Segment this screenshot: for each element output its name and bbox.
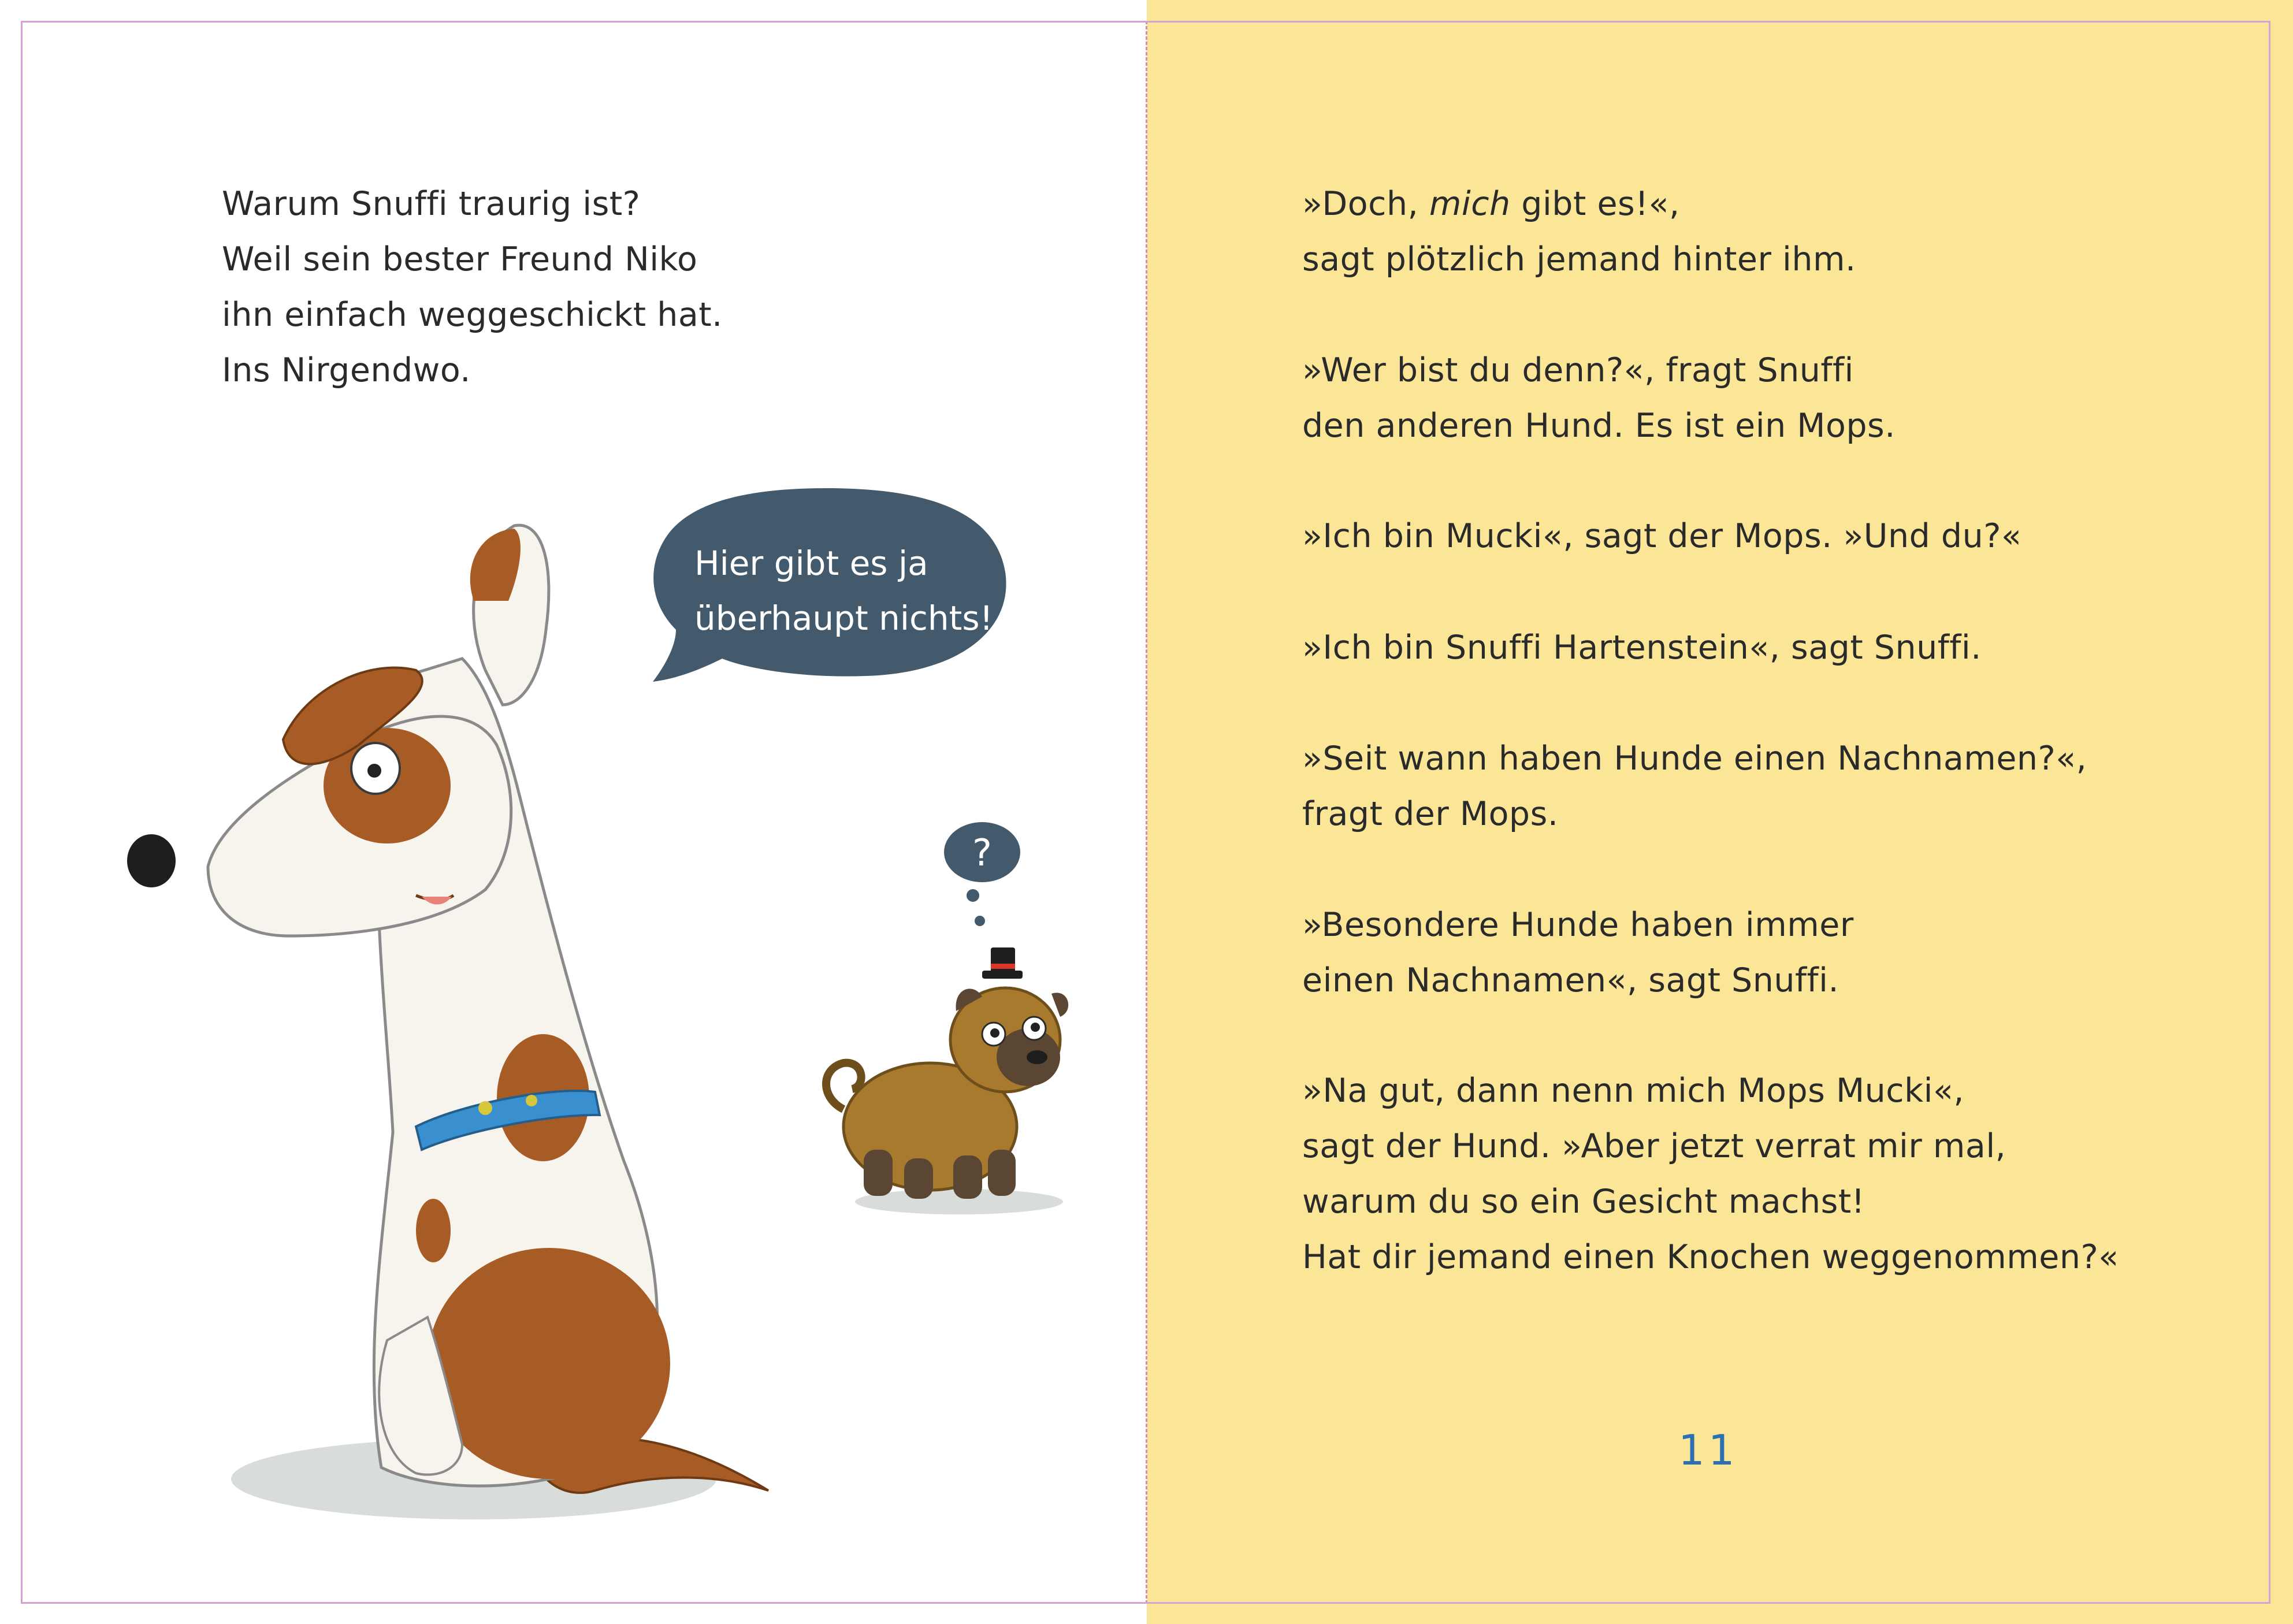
dialogue-paragraph xyxy=(1302,1063,2119,1285)
dialogue-paragraph xyxy=(1302,897,1854,1008)
dialogue-paragraph xyxy=(1302,343,1896,454)
speech-bubble-line: Hier gibt es ja xyxy=(694,544,928,583)
terrier-icon xyxy=(116,497,913,1554)
intro-text xyxy=(222,176,723,398)
speech-bubble-line: überhaupt nichts! xyxy=(694,599,993,638)
dialogue-line: »Ich bin Mucki«, sagt der Mops. »Und du?« xyxy=(1302,517,2022,555)
thought-bubble xyxy=(936,815,1028,942)
intro-line: Weil sein bester Freund Niko xyxy=(222,240,698,278)
dialogue-line: »Na gut, dann nenn mich Mops Mucki«, xyxy=(1302,1072,1964,1110)
dialogue-paragraph xyxy=(1302,620,1982,675)
fold-line xyxy=(1146,21,1147,1604)
dialogue-paragraph xyxy=(1302,176,1856,287)
dialogue-line: den anderen Hund. Es ist ein Mops. xyxy=(1302,407,1896,445)
question-mark: ? xyxy=(972,832,992,875)
dialogue-line xyxy=(1302,176,1856,232)
dialogue-paragraph xyxy=(1302,731,2087,842)
dialogue-line: warum du so ein Gesicht machst! xyxy=(1302,1183,1865,1221)
intro-line: ihn einfach weggeschickt hat. xyxy=(222,296,723,334)
dialogue-paragraph xyxy=(1302,508,2021,564)
dialogue-line: »Ich bin Snuffi Hartenstein«, sagt Snuffi. xyxy=(1302,629,1982,667)
dialogue-line: »Seit wann haben Hunde einen Nachnamen?«, xyxy=(1302,739,2087,778)
dialogue-line: sagt plötzlich jemand hinter ihm. xyxy=(1302,240,1856,278)
dialogue-text: gibt es!«, xyxy=(1510,185,1680,223)
dialogue-line: einen Nachnamen«, sagt Snuffi. xyxy=(1302,961,1839,999)
pug-icon xyxy=(809,942,1109,1231)
intro-line: Ins Nirgendwo. xyxy=(222,351,471,389)
dialogue-line: »Besondere Hunde haben immer xyxy=(1302,906,1854,944)
intro-line: Warum Snuffi traurig ist? xyxy=(222,185,641,223)
dialogue-text: »Doch, xyxy=(1302,185,1429,223)
dialogue-line: Hat dir jemand einen Knochen weggenommen?« xyxy=(1302,1238,2119,1276)
page-number: 11 xyxy=(1678,1426,1738,1474)
dialogue-line: »Wer bist du denn?«, fragt Snuffi xyxy=(1302,351,1854,389)
emphasis-text: mich xyxy=(1429,185,1511,223)
dialogue-line: fragt der Mops. xyxy=(1302,795,1559,833)
dialogue-line: sagt der Hund. »Aber jetzt verrat mir mal, xyxy=(1302,1127,2006,1165)
